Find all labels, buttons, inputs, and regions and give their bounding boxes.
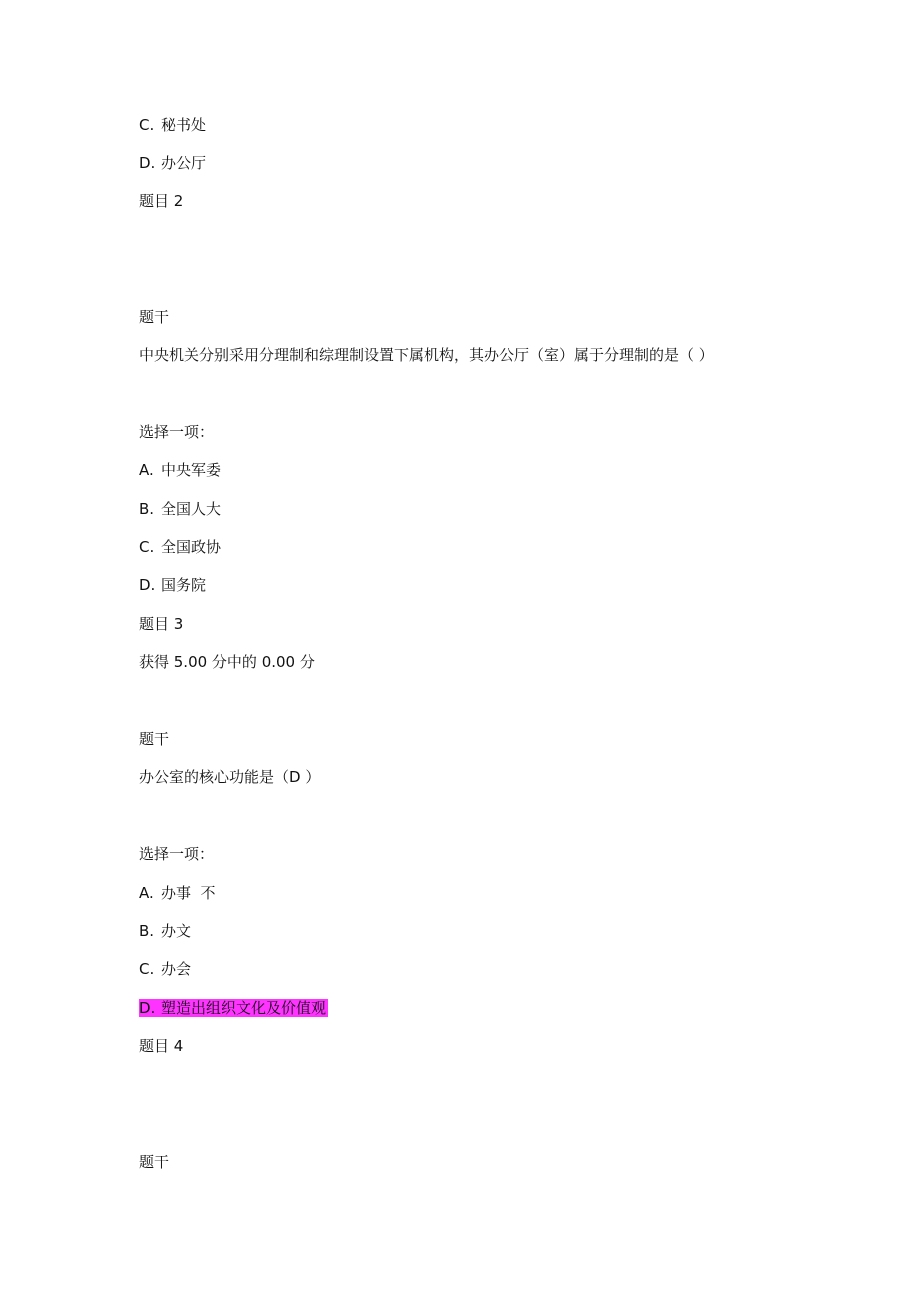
option-letter: D. [139, 999, 156, 1017]
option-text: 塑造出组织文化及价值观 [161, 999, 327, 1017]
question-3-score: 获得 5.00 分中的 0.00 分 [139, 653, 315, 671]
option-letter: B. [139, 500, 155, 518]
option-text: 办文 [161, 922, 192, 940]
question-2-option-c[interactable] [139, 536, 221, 558]
option-letter: C. [139, 960, 155, 978]
question-2-number: 题目 2 [139, 192, 184, 210]
question-3-option-c[interactable] [139, 958, 191, 980]
question-3-option-b[interactable] [139, 920, 191, 942]
question-4-number: 题目 4 [139, 1037, 184, 1055]
option-letter: C. [139, 116, 155, 134]
option-text: 全国政协 [161, 538, 222, 556]
option-text: 办事 不 [161, 884, 216, 902]
option-letter: A. [139, 884, 154, 902]
question-2-prompt: 选择一项： [139, 423, 215, 441]
option-letter: C. [139, 538, 155, 556]
option-text: 办会 [161, 960, 192, 978]
option-letter: D. [139, 576, 156, 594]
option-letter: A. [139, 461, 154, 479]
option-letter: B. [139, 922, 155, 940]
question-3-stem-label: 题干 [139, 730, 170, 748]
question-4-stem-label: 题干 [139, 1153, 170, 1171]
option-text: 秘书处 [161, 116, 207, 134]
question-2-option-d[interactable] [139, 574, 206, 596]
option-d[interactable] [139, 152, 206, 174]
option-text: 中央军委 [161, 461, 222, 479]
question-3-option-d[interactable] [139, 997, 328, 1019]
option-c[interactable] [139, 114, 206, 136]
option-text: 办公厅 [161, 154, 207, 172]
option-text: 国务院 [161, 576, 207, 594]
question-3-number: 题目 3 [139, 615, 184, 633]
question-3-option-a[interactable] [139, 882, 216, 904]
option-letter: D. [139, 154, 156, 172]
question-3-prompt: 选择一项： [139, 845, 215, 863]
question-2-stem-label: 题干 [139, 308, 170, 326]
question-2-text: 中央机关分别采用分理制和综理制设置下属机构，其办公厅（室）属于分理制的是（ ） [139, 346, 714, 364]
question-2-option-a[interactable] [139, 459, 221, 481]
question-2-option-b[interactable] [139, 498, 221, 520]
option-text: 全国人大 [161, 500, 222, 518]
selected-answer-highlight [139, 999, 328, 1017]
question-3-text: 办公室的核心功能是（D ） [139, 768, 321, 786]
